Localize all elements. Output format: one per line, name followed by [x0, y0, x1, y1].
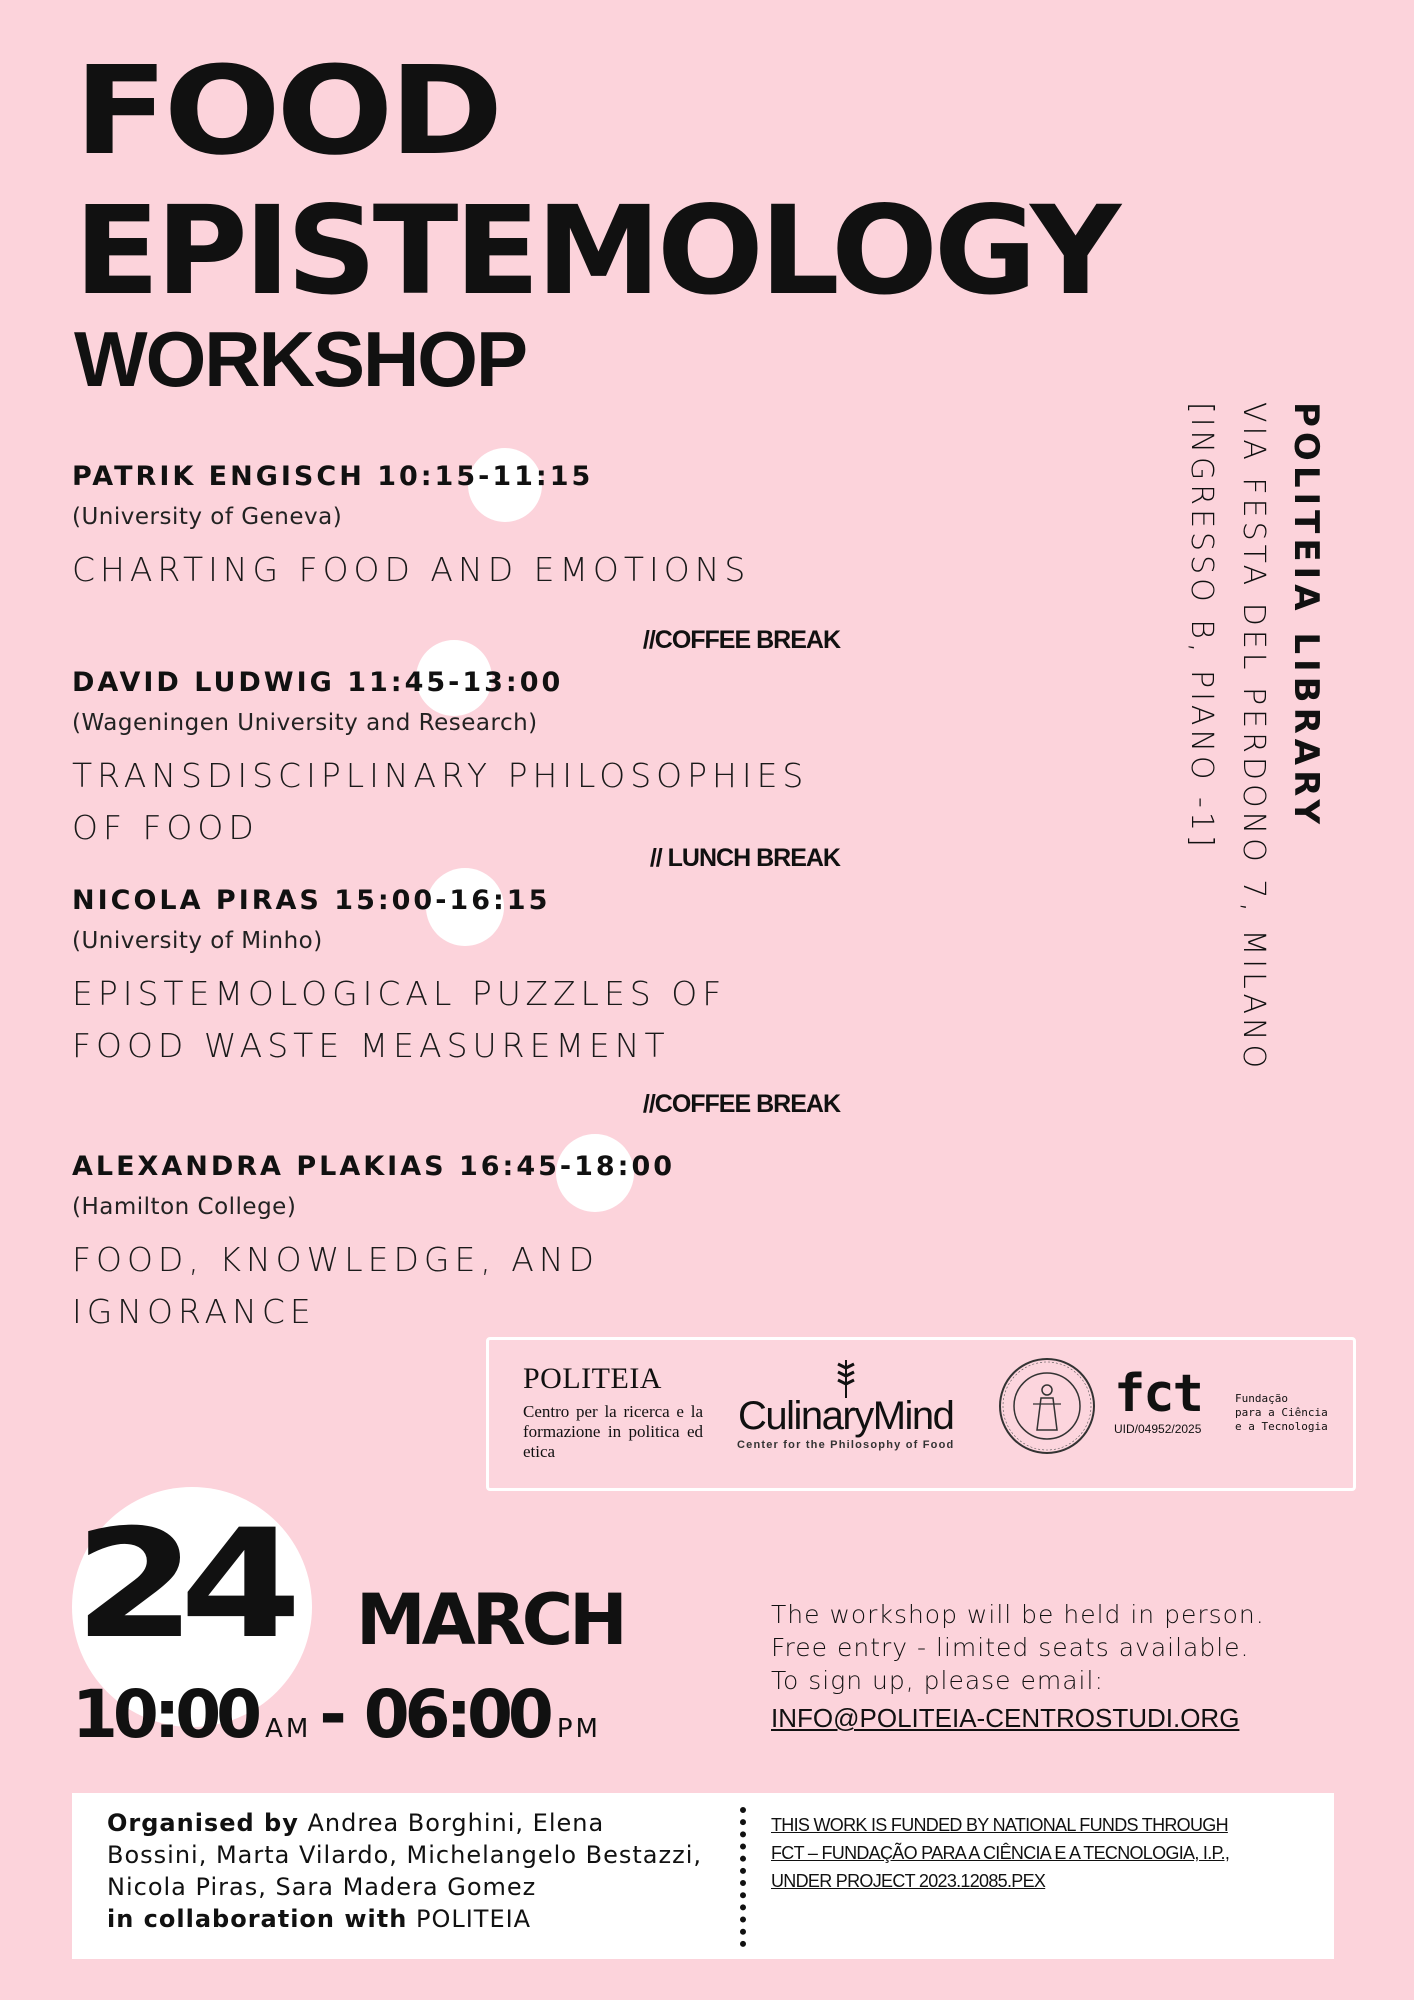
break-label: //COFFEE BREAK	[642, 626, 840, 654]
speaker-time: NICOLA PIRAS 15:00-16:15	[72, 885, 551, 916]
speaker-time: PATRIK ENGISCH 10:15-11:15	[72, 461, 594, 492]
session-3	[72, 884, 852, 1072]
talk-title: CHARTING FOOD AND EMOTIONS	[72, 550, 751, 589]
funding-note: THIS WORK IS FUNDED BY NATIONAL FUNDS THROUGH FCT – FUNDAÇÃO PARA A CIÊNCIA E A TECNOLOGIA, I.P., UNDER PROJECT 2023.12085.PEX	[771, 1815, 1230, 1891]
collaboration-label: in collaboration with	[107, 1905, 408, 1933]
talk-title: FOOD, KNOWLEDGE, AND IGNORANCE	[72, 1240, 599, 1331]
talk-title: TRANSDISCIPLINARY PHILOSOPHIES OF FOOD	[72, 756, 809, 847]
culinarymind-subtitle: Center for the Philosophy of Food	[737, 1439, 955, 1451]
politeia-logo	[523, 1362, 703, 1462]
event-month: MARCH	[356, 1579, 624, 1661]
email-link[interactable]: INFO@POLITEIA-CENTROSTUDI.ORG	[771, 1703, 1240, 1733]
venue-entrance: [INGRESSO B, PIANO -1]	[1184, 402, 1219, 851]
event-time	[72, 1676, 609, 1753]
event-day: 24	[74, 1498, 286, 1672]
speaker-time: ALEXANDRA PLAKIAS 16:45-18:00	[72, 1151, 676, 1182]
session-1	[72, 460, 852, 596]
organised-label: Organised by	[107, 1809, 299, 1837]
start-suffix: AM	[265, 1714, 312, 1744]
info-line: Free entry - limited seats available.	[771, 1633, 1250, 1662]
footer	[72, 1793, 1334, 1959]
end-time: 06:00	[363, 1676, 549, 1753]
fct-subtitle	[1235, 1392, 1328, 1434]
affiliation: (Wageningen University and Research)	[72, 710, 538, 736]
speaker-time: DAVID LUDWIG 11:45-13:00	[72, 667, 564, 698]
info-line: The workshop will be held in person.	[771, 1600, 1265, 1629]
venue-name: POLITEIA LIBRARY	[1286, 402, 1326, 830]
culinarymind-name: CulinaryMind	[738, 1394, 954, 1438]
title-line-1: FOOD	[74, 40, 499, 182]
affiliation: (University of Geneva)	[72, 504, 343, 530]
title-line-2: EPISTEMOLOGY	[74, 180, 1117, 322]
fct-uid: UID/04952/2025	[1114, 1422, 1202, 1436]
subtitle: WORKSHOP	[74, 315, 526, 403]
dotted-divider	[740, 1807, 746, 1947]
venue-address: VIA FESTA DEL PERDONO 7, MILANO	[1236, 402, 1271, 1073]
talk-title: EPISTEMOLOGICAL PUZZLES OF FOOD WASTE MEASUREMENT	[72, 974, 727, 1065]
affiliation: (Hamilton College)	[72, 1194, 297, 1220]
break-label: // LUNCH BREAK	[649, 844, 840, 872]
partner-logos	[486, 1337, 1356, 1491]
break-label: //COFFEE BREAK	[642, 1090, 840, 1118]
university-seal-icon	[997, 1356, 1097, 1456]
organisers-block	[107, 1807, 707, 1935]
end-suffix: PM	[556, 1714, 601, 1744]
collaboration-name: POLITEIA	[415, 1905, 532, 1933]
time-dash: -	[319, 1676, 342, 1753]
info-line: To sign up, please email:	[771, 1666, 1104, 1695]
wheat-icon	[831, 1358, 861, 1398]
fct-logo	[1114, 1364, 1202, 1436]
fct-mark: fct	[1114, 1364, 1202, 1424]
session-2	[72, 666, 852, 854]
affiliation: (University of Minho)	[72, 928, 323, 954]
culinarymind-logo	[737, 1358, 954, 1451]
politeia-name: POLITEIA	[523, 1362, 662, 1395]
organisers-names: Andrea Borghini, Elena Bossini, Marta Vilardo, Michelangelo Bestazzi, Nicola Piras, Sara Madera Gomez	[107, 1809, 702, 1901]
fct-subtitle-line: e a Tecnologia	[1235, 1420, 1328, 1433]
session-4	[72, 1150, 852, 1338]
start-time: 10:00	[72, 1676, 258, 1753]
fct-subtitle-line: para a Ciência	[1235, 1406, 1328, 1419]
registration-info	[771, 1598, 1265, 1734]
fct-subtitle-line: Fundação	[1235, 1392, 1288, 1405]
politeia-subtitle: Centro per la ricerca e la formazione in politica ed etica	[523, 1402, 703, 1461]
